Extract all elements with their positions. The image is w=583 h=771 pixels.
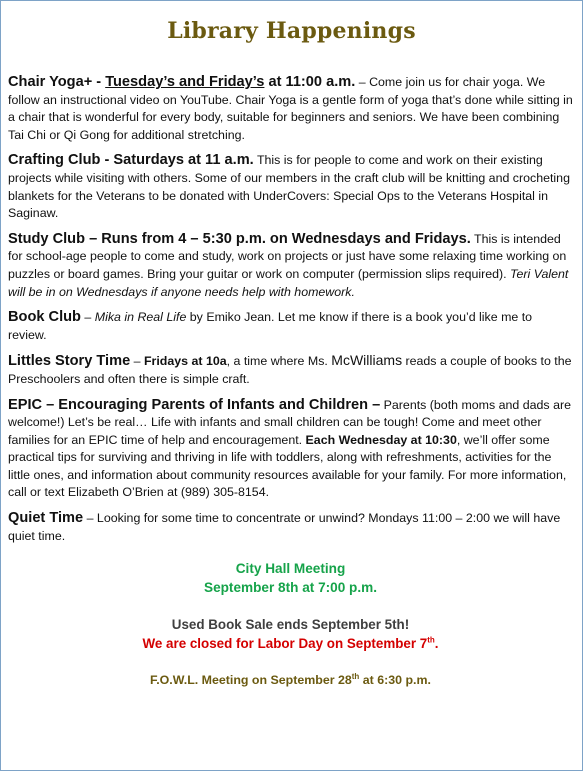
page-title: Library Happenings [167, 18, 416, 44]
event-description-cont: reads a couple of books to the Preschoolers and often there is simple craft. [8, 354, 572, 386]
event-description: This is for people to come and work on their existing projects while visiting with others. Some of our members in the craft club will be knitting and crocheting blankets for the Veterans to be donated with UnderCovers: Special Ops to the Veterans Hospital in Saginaw. [8, 153, 570, 221]
book-title: Mika in Real Life [94, 310, 187, 325]
event-crafting-club [8, 152, 573, 222]
event-dash: – [130, 354, 144, 369]
fowl-time: at 6:30 p.m. [359, 673, 431, 688]
event-heading: Study Club – Runs from 4 – 5:30 p.m. on Wednesdays and Fridays. [8, 230, 471, 247]
closed-sup: th [427, 635, 435, 645]
event-study-club [8, 231, 573, 301]
event-description: , a time where Ms. [226, 354, 332, 369]
event-chair-yoga [8, 74, 573, 144]
event-epic [8, 397, 573, 503]
events-list [8, 74, 573, 689]
event-description: – Come join us for chair yoga. We follow an instructional video on YouTube. Chair Yoga is a gentle form of yoga that’s done while sitting in a chair that is wonderful for every body, suitable for beginners and seniors. We have been combining Tai Chi or Qi Gong for additional stretching. [8, 75, 573, 142]
event-description: This is intended for school-age people to come and study, work on projects or just have some relaxing time working on puzzles or board games. Bring your guitar or work on computer (permission slips required). [8, 231, 567, 281]
closed-text: We are closed for Labor Day on September 7 [142, 636, 428, 652]
event-dash: – [80, 310, 95, 325]
event-littles-story-time [8, 352, 573, 388]
event-time: at 11:00 a.m. [264, 74, 356, 90]
fowl-text: F.O.W.L. Meeting on September 28 [150, 673, 352, 688]
event-heading: Littles Story Time [8, 353, 131, 370]
event-time: Each Wednesday at 10:30 [305, 432, 457, 447]
event-book-club [8, 309, 573, 344]
city-hall-title: City Hall Meeting [235, 561, 346, 577]
event-time: Fridays at 10a [143, 354, 227, 369]
fowl-meeting [8, 671, 573, 689]
event-description-cont: , we’ll offer some practical tips for surviving and thriving in life with toddlers, along with refreshments, activities for the little ones, and information about community resources available for your family. For more information, call or text Elizabeth O’Brien at (989) 305-8154. [8, 432, 567, 500]
event-note: Teri Valent will be in on Wednesdays if anyone needs help with homework. [8, 266, 569, 299]
closed-end: . [434, 636, 439, 652]
event-quiet-time [8, 510, 573, 545]
city-hall-date: September 8th at 7:00 p.m. [204, 580, 377, 596]
city-hall-meeting [8, 559, 573, 597]
closed-notice [8, 634, 573, 653]
event-days: Tuesday’s and Friday’s [105, 74, 265, 90]
event-heading: Quiet Time [8, 510, 84, 527]
event-description: – Looking for some time to concentrate or unwind? Mondays 11:00 – 2:00 we will have quiet time. [8, 511, 561, 543]
event-heading: Chair Yoga+ - [8, 74, 106, 90]
event-heading: EPIC – Encouraging Parents of Infants and Children – [8, 396, 381, 413]
event-heading: Crafting Club - Saturdays at 11 a.m. [8, 152, 254, 169]
book-sale-notice: Used Book Sale ends September 5th! [171, 617, 410, 633]
fowl-sup: th [351, 672, 360, 682]
event-description: Parents (both moms and dads are welcome!) Let’s be real… Life with infants and small children can be tough! Come and meet other families for an EPIC time of help and encouragement. [8, 397, 571, 447]
event-heading: Book Club [8, 309, 81, 326]
event-description: by Emiko Jean. Let me know if there is a book you’d like me to review. [8, 310, 533, 342]
host-name: McWilliams [331, 352, 403, 369]
